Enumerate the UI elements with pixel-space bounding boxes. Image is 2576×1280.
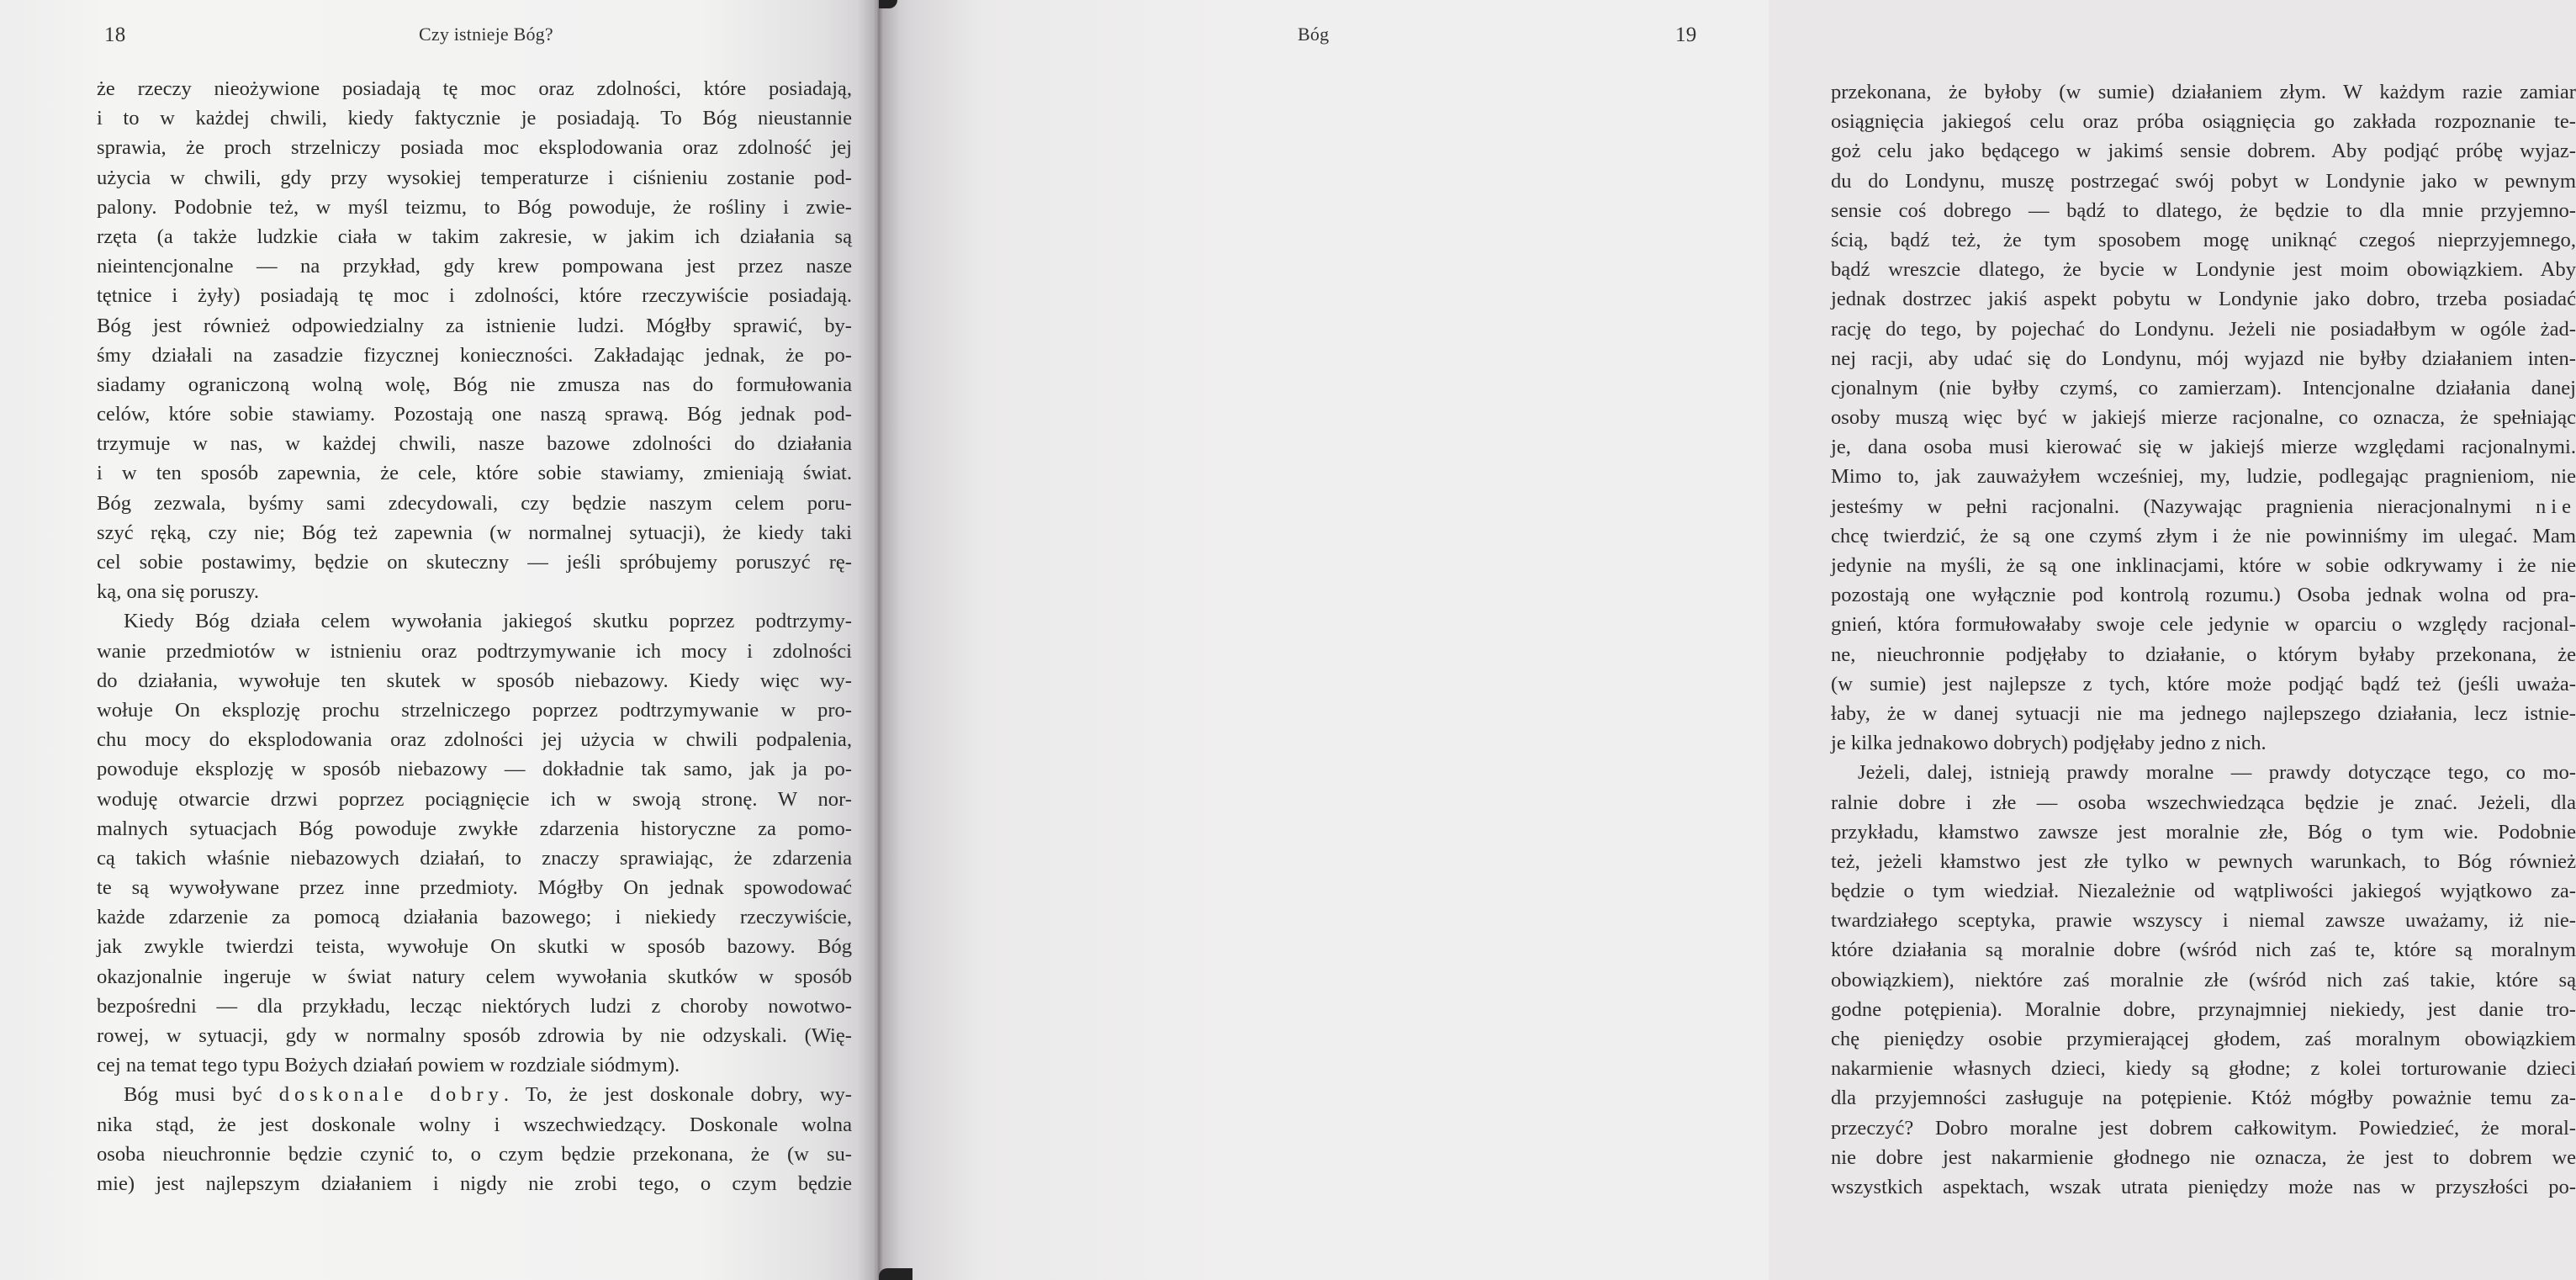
text-line: nieintencjonalne — na przykład, gdy krew pompowana jest przez nasze [97,255,852,278]
left-body-text [97,74,852,1198]
text-line: celów, które sobie stawiamy. Pozostają one naszą sprawą. Bóg jednak pod- [97,403,852,426]
text-line: trzymuje w nas, w każdej chwili, nasze bazowe zdolności do działania [97,432,852,456]
text-line: ką, ona się poruszy. [97,580,260,604]
text-line: użycia w chwili, gdy przy wysokiej temperaturze i ciśnieniu zostanie pod- [97,166,852,189]
text-line: nej racji, aby udać się do Londynu, mój wyjazd nie byłby działaniem inten- [1831,346,2576,370]
right-page [875,0,2576,1280]
text-line: goż celu jako będącego w jakimś sensie dobrem. Aby podjąć próbę wyjaz- [1831,140,2576,163]
text-line: nie dobre jest nakarmienie głodnego nie oznacza, że jest to dobrem we [1831,1145,2576,1169]
text-line: cą takich właśnie niebazowych działań, to znaczy sprawiając, że zdarzenia [97,846,852,870]
text-segment: Bóg musi być [124,1083,279,1107]
text-line: chę pieniędzy osobie przymierającej głodem, zaś moralnym obowiązkiem [1831,1028,2576,1050]
text-line: sensie coś dobrego — bądź to dlatego, że będzie to dla mnie przyjemno- [1831,198,2576,222]
text-line: pozostają one wyłącznie pod kontrolą rozumu.) Osoba jednak wolna od pra- [1831,584,2576,607]
text-line: ścią, bądź też, że tym sposobem mogę uniknąć czegoś nieprzyjemnego, [1831,228,2576,251]
text-line: obowiązkiem), niektóre zaś moralnie złe (wśród nich zaś takie, które są [1831,968,2576,992]
text-segment: . To, że jest doskonale dobry, wy- [503,1083,852,1107]
text-line: wszystkich aspektach, wszak utrata pieniędzy może nas w przyszłości po- [1831,1175,2576,1198]
text-line: i to w każdej chwili, kiedy faktycznie je posiadają. To Bóg nieustannie [97,107,852,130]
text-line: rację do tego, by pojechać do Londynu. Jeżeli nie posiadałbym w ogóle żad- [1831,317,2576,341]
text-line: chcę twierdzić, że są one czymś złym i że nie powinniśmy im ulegać. Mam [1831,524,2576,547]
text-line: łaby, że w danej sytuacji nie ma jednego najlepszego działania, lecz istnie- [1831,701,2576,725]
binding-mark-bottom [879,1268,912,1280]
left-page [0,0,875,1280]
text-line: Mimo to, jak zauważyłem wcześniej, my, ludzie, podlegając pragnieniom, nie [1831,465,2576,489]
text-line: tętnice i żyły) posiadają tę moc i zdolności, które rzeczywiście posiadają. [97,284,852,308]
text-line: cel sobie postawimy, będzie on skuteczny — jeśli spróbujemy poruszyć rę- [97,551,852,574]
text-line: okazjonalnie ingeruje w świat natury celem wywołania skutków w sposób [97,965,852,988]
text-line: przykładu, kłamstwo zawsze jest moralnie złe, Bóg o tym wie. Podobnie [1831,820,2576,844]
text-line: chu mocy do eksplodowania oraz zdolności jej użycia w chwili podpalenia, [97,728,852,752]
text-segment: jesteśmy w pełni racjonalni. (Nazywając pragnienia nieracjonalnymi [1831,495,2536,518]
spaced-emphasis: nie [2535,495,2576,518]
text-line: malnych sytuacjach Bóg powoduje zwykłe zdarzenia historyczne za pomo- [97,817,852,840]
text-line: woduję otwarcie drzwi poprzez pociągnięcie ich w swoją stronę. W nor- [97,787,852,811]
text-line: jak zwykle twierdzi teista, wywołuje On skutki w sposób bazowy. Bóg [97,935,852,959]
text-line: będzie o tym wiedział. Niezależnie od wątpliwości jakiegoś wyjątkowo za- [1831,880,2576,903]
text-line: osiągnięcia jakiegoś celu oraz próba osiągnięcia go zakłada rozpoznanie te- [1831,110,2576,134]
right-page-number: 19 [1675,24,1697,46]
text-line: szyć ręką, czy nie; Bóg też zapewnia (w normalnej sytuacji), że kiedy taki [97,521,852,544]
text-line: rowej, w sytuacji, gdy w normalny sposób zdrowia by nie odzyskali. (Wię- [97,1024,852,1047]
text-line: dla przyjemności zasługuje na potępienie. Któż mógłby poważnie temu za- [1831,1087,2576,1110]
left-running-head: Czy istnieje Bóg? [419,24,553,45]
text-line: i w ten sposób zapewnia, że cele, które sobie stawiamy, zmieniają świat. [97,462,852,485]
text-line: rzęta (a także ludzkie ciała w takim zakresie, w jakim ich działania są [97,225,852,248]
right-running-head: Bóg [1298,24,1330,45]
text-line: (w sumie) jest najlepsze z tych, które może podjąć bądź też (jeśli uważa- [1831,672,2576,696]
text-line: twardziałego sceptyka, prawie wszyscy i niemal zawsze uważamy, iż nie- [1831,909,2576,933]
text-line: które działania są moralnie dobre (wśród nich zaś te, które są moralnym [1831,939,2576,962]
text-line: du do Londynu, muszę postrzegać swój pobyt w Londynie jako w pewnym [1831,169,2576,193]
text-line: palony. Podobnie też, w myśl teizmu, to Bóg powoduje, że rośliny i zwie- [97,195,852,219]
text-line: bezpośredni — dla przykładu, lecząc niektórych ludzi z choroby nowotwo- [97,994,852,1018]
text-line: te są wywoływane przez inne przedmioty. Mógłby On jednak spowodować [97,876,852,900]
text-line: każde zdarzenie za pomocą działania bazowego; i niekiedy rzeczywiście, [97,906,852,929]
text-line: cej na temat tego typu Bożych działań powiem w rozdziale siódmym). [97,1054,680,1077]
text-line: nika stąd, że jest doskonale wolny i wszechwiedzący. Doskonale wolna [97,1113,852,1136]
text-line: je, dana osoba musi kierować się w jakiejś mierze względami racjonalnymi. [1831,436,2576,459]
text-line: osoby muszą więc być w jakiejś mierze racjonalne, co oznacza, że spełniając [1831,406,2576,430]
text-line: Jeżeli, dalej, istnieją prawdy moralne — prawdy dotyczące tego, co mo- [1858,761,2576,785]
text-line: jedynie na myśli, że są one inklinacjami, które w sobie odkrywamy i że nie [1831,554,2576,577]
right-body-text [1831,77,2576,1202]
text-line: siadamy ograniczoną wolną wolę, Bóg nie zmusza nas do formułowania [97,373,852,396]
text-line: ne, nieuchronnie podjęłaby to działanie, o którym byłaby przekonana, że [1831,643,2576,666]
text-line: cjonalnym (nie byłby czymś, co zamierzam). Intencjonalne działania danej [1831,376,2576,399]
text-line: powoduje eksplozję w sposób niebazowy — dokładnie tak samo, jak ja po- [97,758,852,781]
text-line: że rzeczy nieożywione posiadają tę moc oraz zdolności, które posiadają, [97,77,852,100]
spaced-emphasis: doskonale dobry [278,1083,504,1107]
text-line: śmy działali na zasadzie fizycznej konieczności. Zakładając jednak, że po- [97,343,852,367]
text-line: przeczyć? Dobro moralne jest dobrem całkowitym. Powiedzieć, że moral- [1831,1116,2576,1140]
text-line: Kiedy Bóg działa celem wywołania jakiegoś skutku poprzez podtrzymy- [124,610,852,633]
text-line: nakarmienie własnych dzieci, kiedy są głodne; z kolei torturowanie dzieci [1831,1057,2576,1081]
text-line [97,1080,852,1109]
text-line: też, jeżeli kłamstwo jest złe tylko w pewnych warunkach, to Bóg również [1831,849,2576,873]
text-line: przekonana, że byłoby (w sumie) działaniem złym. W każdym razie zamiar [1831,81,2576,103]
text-line: Bóg zezwala, byśmy sami zdecydowali, czy będzie naszym celem poru- [97,491,852,515]
text-line: sprawia, że proch strzelniczy posiada moc eksplodowania oraz zdolność jej [97,136,852,160]
text-line: osoba nieuchronnie będzie czynić to, o czym będzie przekonana, że (w su- [97,1142,852,1166]
text-line: je kilka jednakowo dobrych) podjęłaby jedno z nich. [1831,732,2267,755]
text-line [1831,492,2576,521]
text-line: bądź wreszcie dlatego, że bycie w Londynie jest moim obowiązkiem. Aby [1831,258,2576,282]
text-line: godne potępienia). Moralnie dobre, przynajmniej niekiedy, jest danie tro- [1831,997,2576,1021]
text-line: ralnie dobre i złe — osoba wszechwiedząca będzie je znać. Jeżeli, dla [1831,791,2576,814]
text-line: gnień, która formułowałaby swoje cele jedynie w oparciu o względy racjonal- [1831,613,2576,637]
text-line: jednak dostrzec jakiś aspekt pobytu w Londynie jako dobro, trzeba posiadać [1831,288,2576,311]
text-line: wanie przedmiotów w istnieniu oraz podtrzymywanie ich mocy i zdolności [97,639,852,663]
text-line: Bóg jest również odpowiedzialny za istnienie ludzi. Mógłby sprawić, by- [97,314,852,337]
left-page-number: 18 [104,24,126,46]
text-line: mie) jest najlepszym działaniem i nigdy nie zrobi tego, o czym będzie [97,1172,852,1195]
text-line: do działania, wywołuje ten skutek w sposób niebazowy. Kiedy więc wy- [97,669,852,692]
text-line: wołuje On eksplozję prochu strzelniczego poprzez podtrzymywanie w pro- [97,698,852,722]
